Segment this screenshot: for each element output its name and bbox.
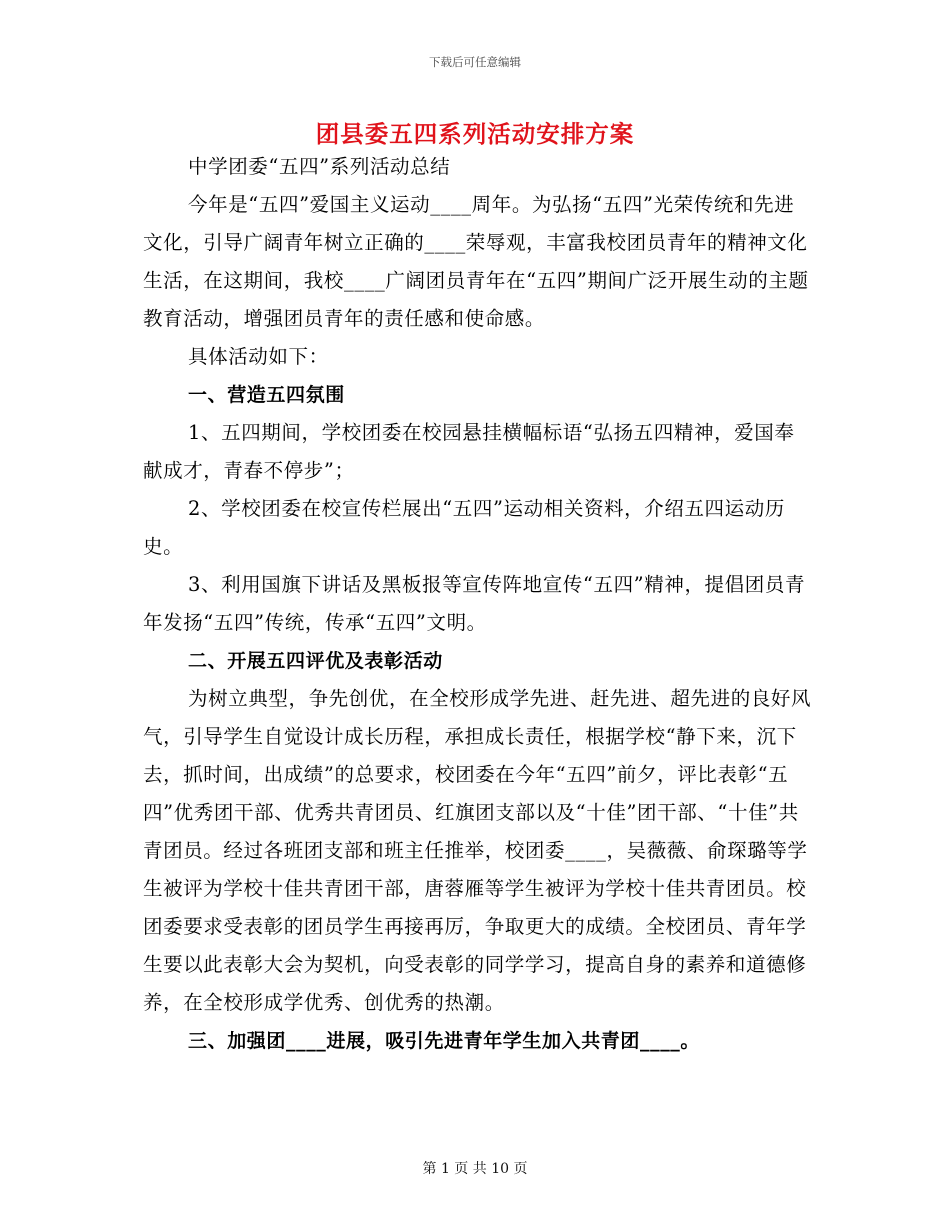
document-body: [143, 148, 813, 1060]
paragraph-activities-lead: 具体活动如下：: [188, 345, 329, 368]
paragraph-subtitle: 中学团委“五四”系列活动总结: [188, 155, 451, 178]
paragraph-intro: 今年是“五四”爱国主义运动____周年。为弘扬“五四”光荣传统和先进文化，引导广阔青年树立正确的____荣辱观，丰富我校团员青年的精神文化生活，在这期间，我校____广阔团员青年在“五四”期间广泛开展生动的主题教育活动，增强团员青年的责任感和使命感。: [143, 193, 809, 330]
section-heading-1: 一、营造五四氛围: [188, 384, 345, 406]
document-title: 团县委五四系列活动安排方案: [315, 120, 635, 148]
list-item-2: 2、学校团委在校宣传栏展出“五四”运动相关资料，介绍五四运动历史。: [143, 497, 785, 558]
header-note: 下载后可任意编辑: [429, 55, 521, 69]
section-heading-2: 二、开展五四评优及表彰活动: [188, 650, 443, 672]
list-item-3: 3、利用国旗下讲话及黑板报等宣传阵地宣传“五四”精神，提倡团员青年发扬“五四”传统，传承“五四”文明。: [143, 573, 806, 634]
list-item-1: 1、五四期间，学校团委在校园悬挂横幅标语“弘扬五四精神，爱国奉献成才，青春不停步”；: [143, 421, 795, 482]
paragraph-awards: 为树立典型，争先创优，在全校形成学先进、赶先进、超先进的良好风气，引导学生自觉设计成长历程，承担成长责任，根据学校“静下来，沉下去，抓时间，出成绩”的总要求，校团委在今年“五四”前夕，评比表彰“五四”优秀团干部、优秀共青团员、红旗团支部以及“十佳”团干部、“十佳”共青团员。经过各班团支部和班主任推举，校团委____，吴薇薇、俞琛璐等学生被评为学校十佳共青团干部，唐蓉雁等学生被评为学校十佳共青团员。校团委要求受表彰的团员学生再接再厉，争取更大的成绩。全校团员、青年学生要以此表彰大会为契机，向受表彰的同学学习，提高自身的素养和道德修养，在全校形成学优秀、创优秀的热潮。: [143, 687, 812, 1014]
section-heading-3: 三、加强团____进展，吸引先进青年学生加入共青团____。: [188, 1030, 701, 1052]
page-indicator: 第 1 页 共 10 页: [422, 1161, 528, 1177]
